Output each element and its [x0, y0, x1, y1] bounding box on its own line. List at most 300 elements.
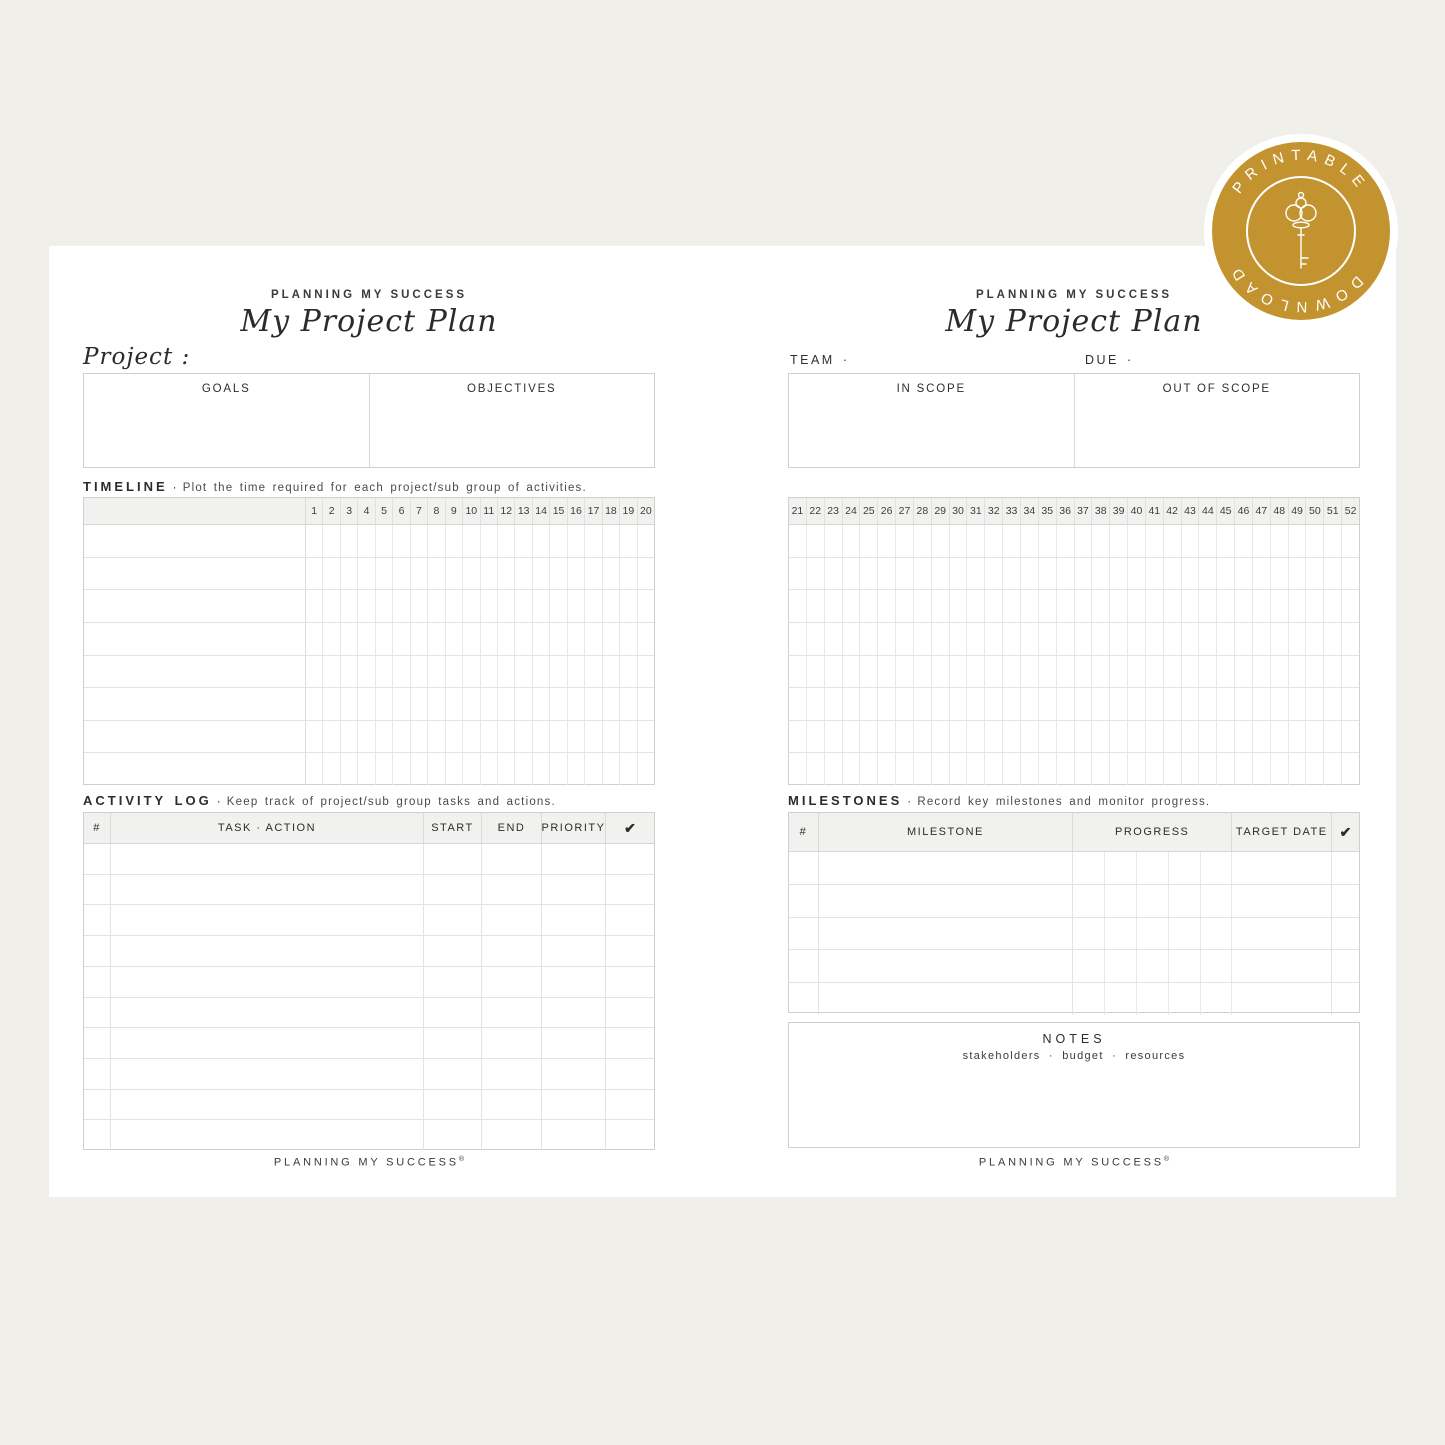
timeline-grid-cell: [914, 525, 932, 557]
timeline-body: [84, 525, 654, 785]
timeline-grid-cell: [515, 656, 532, 688]
timeline-week-number: 16: [568, 498, 585, 524]
milestones-heading: MILESTONES: [788, 793, 903, 808]
timeline-grid-cell: [1199, 721, 1217, 753]
timeline-grid-cell: [306, 688, 323, 720]
timeline-row: [84, 753, 654, 785]
activity-log-row: [84, 875, 654, 906]
activity-log-cell: [542, 998, 606, 1028]
timeline-grid-cell: [932, 623, 950, 655]
timeline-grid-cell: [896, 656, 914, 688]
timeline-week-number: 18: [603, 498, 620, 524]
timeline-grid-cell: [1342, 525, 1359, 557]
timeline-week-number: 14: [533, 498, 550, 524]
timeline-week-number: 33: [1003, 498, 1021, 524]
timeline-week-number: 30: [950, 498, 968, 524]
timeline-grid-cell: [376, 525, 393, 557]
activity-log-cell: [111, 1120, 424, 1150]
timeline-grid-cell: [1092, 688, 1110, 720]
timeline-grid-cell: [1128, 656, 1146, 688]
timeline-grid-cell: [1021, 656, 1039, 688]
timeline-grid-cell: [896, 525, 914, 557]
timeline-grid-cell: [411, 753, 428, 785]
timeline-grid-cell: [1021, 688, 1039, 720]
timeline-grid-cell: [498, 656, 515, 688]
page-footer: [83, 1156, 655, 1169]
milestones-progress-subcell: [1105, 983, 1137, 1015]
timeline-grid-cell: [550, 590, 567, 622]
timeline-week-number: 52: [1344, 505, 1357, 517]
activity-log-cell: [482, 1090, 542, 1120]
timeline-row: [789, 688, 1359, 721]
goals-column: GOALS: [84, 374, 370, 467]
timeline-grid-cell: [463, 688, 480, 720]
timeline-grid-cell: [1289, 753, 1307, 785]
timeline-grid-cell: [550, 558, 567, 590]
timeline-grid-cell: [1003, 656, 1021, 688]
timeline-grid-cell: [1092, 753, 1110, 785]
timeline-grid-cell: [1306, 721, 1324, 753]
notes-box: [788, 1022, 1360, 1148]
timeline-grid-cell: [1306, 590, 1324, 622]
timeline-grid-cell: [932, 525, 950, 557]
timeline-grid-cell: [620, 558, 637, 590]
timeline-grid-cell: [1199, 688, 1217, 720]
notes-heading: NOTES: [1042, 1032, 1106, 1046]
activity-log-description: Keep track of project/sub group tasks and actions.: [226, 796, 556, 808]
bullet-separator: ·: [216, 796, 222, 808]
timeline-week-number: 47: [1253, 498, 1271, 524]
timeline-grid-cell: [498, 688, 515, 720]
timeline-grid-cell: [341, 623, 358, 655]
activity-log-cell: [424, 1090, 482, 1120]
milestones-check-cell: [1332, 983, 1359, 1015]
timeline-grid-cell: [585, 753, 602, 785]
timeline-grid-cell: [1306, 656, 1324, 688]
milestones-col-milestone: MILESTONE: [819, 813, 1073, 851]
activity-log-col-priority: PRIORITY: [542, 813, 606, 843]
timeline-row: [789, 590, 1359, 623]
due-label: DUE ·: [1085, 352, 1134, 367]
timeline-grid-cell: [323, 623, 340, 655]
timeline-grid-cell: [1092, 721, 1110, 753]
timeline-grid-cell: [967, 525, 985, 557]
timeline-week-number: 50: [1306, 498, 1324, 524]
timeline-grid-cell: [446, 558, 463, 590]
timeline-header-row: [84, 498, 654, 525]
timeline-grid-cell: [568, 558, 585, 590]
activity-log-cell: [482, 844, 542, 874]
timeline-grid-cell: [896, 688, 914, 720]
milestones-row: [789, 885, 1359, 918]
timeline-grid-cell: [1199, 590, 1217, 622]
timeline-grid-cell: [1235, 721, 1253, 753]
timeline-grid-cell: [323, 753, 340, 785]
timeline-grid-cell: [807, 590, 825, 622]
timeline-grid-cell: [638, 688, 654, 720]
activity-log-cell: [84, 1059, 111, 1089]
timeline-grid-cell: [1164, 590, 1182, 622]
printable-download-badge: [1201, 131, 1401, 331]
timeline-grid-cell: [1092, 525, 1110, 557]
timeline-grid-cell: [1324, 525, 1342, 557]
timeline-grid-cell: [393, 721, 410, 753]
timeline-grid-cell: [1021, 623, 1039, 655]
timeline-grid-cell: [1075, 590, 1093, 622]
timeline-activity-label-cell: [84, 623, 306, 655]
timeline-grid-cell: [1342, 590, 1359, 622]
activity-log-cell: [542, 1120, 606, 1150]
timeline-grid-cell: [843, 721, 861, 753]
timeline-grid-cell: [481, 721, 498, 753]
activity-log-col-number: #: [84, 813, 111, 843]
timeline-grid-cell: [1217, 688, 1235, 720]
activity-log-cell: [84, 1090, 111, 1120]
timeline-activity-label-cell: [84, 688, 306, 720]
timeline-grid-cell: [323, 525, 340, 557]
milestones-progress-subcell: [1137, 983, 1169, 1015]
timeline-grid-cell: [533, 590, 550, 622]
timeline-grid-cell: [932, 688, 950, 720]
timeline-grid-cell: [807, 525, 825, 557]
activity-log-section-heading: [83, 793, 655, 808]
timeline-grid-cell: [1271, 721, 1289, 753]
timeline-grid-cell: [481, 753, 498, 785]
timeline-grid-cell: [1253, 590, 1271, 622]
timeline-grid-cell: [967, 558, 985, 590]
milestones-milestone-cell: [819, 983, 1073, 1015]
timeline-grid-cell: [603, 623, 620, 655]
timeline-grid-cell: [306, 753, 323, 785]
timeline-week-number: 46: [1235, 498, 1253, 524]
activity-log-cell: [424, 905, 482, 935]
timeline-grid-cell: [1110, 590, 1128, 622]
timeline-grid-cell: [358, 688, 375, 720]
timeline-grid-cell: [1146, 656, 1164, 688]
timeline-grid-cell: [1003, 688, 1021, 720]
timeline-grid-cell: [568, 656, 585, 688]
timeline-grid-cell: [878, 688, 896, 720]
timeline-grid-cell: [323, 590, 340, 622]
timeline-grid-cell: [1021, 721, 1039, 753]
timeline-grid-cell: [323, 721, 340, 753]
timeline-grid-cell: [1146, 590, 1164, 622]
timeline-grid-cell: [358, 590, 375, 622]
timeline-grid-cell: [550, 656, 567, 688]
timeline-grid-cell: [789, 590, 807, 622]
activity-log-cell: [84, 1028, 111, 1058]
timeline-grid-cell: [1128, 525, 1146, 557]
activity-log-cell: [424, 1028, 482, 1058]
timeline-grid-cell: [860, 623, 878, 655]
timeline-grid-cell: [1271, 525, 1289, 557]
timeline-grid-cell: [1342, 623, 1359, 655]
timeline-grid-cell: [789, 623, 807, 655]
timeline-grid-cell: [860, 590, 878, 622]
activity-log-row: [84, 905, 654, 936]
timeline-grid-cell: [533, 623, 550, 655]
timeline-grid-cell: [807, 623, 825, 655]
timeline-week-number: 24: [843, 498, 861, 524]
badge-word-top: PRINTABLE: [1229, 146, 1372, 197]
timeline-grid-cell: [498, 753, 515, 785]
activity-log-cell: [606, 1090, 654, 1120]
timeline-grid-cell: [1342, 656, 1359, 688]
activity-log-cell: [111, 905, 424, 935]
timeline-week-number: 20: [639, 505, 652, 517]
timeline-grid-cell: [843, 525, 861, 557]
timeline-grid-cell: [914, 623, 932, 655]
milestones-col-number: #: [789, 813, 819, 851]
timeline-grid-cell: [341, 721, 358, 753]
timeline-grid-cell: [393, 525, 410, 557]
timeline-grid-cell: [1164, 623, 1182, 655]
timeline-grid-cell: [515, 623, 532, 655]
milestones-progress-subcell: [1169, 885, 1201, 917]
milestones-row: [789, 852, 1359, 885]
timeline-grid-cell: [463, 558, 480, 590]
timeline-grid-cell: [789, 558, 807, 590]
in-scope-column: IN SCOPE: [789, 374, 1075, 467]
timeline-week-number: 28: [914, 498, 932, 524]
timeline-grid-cell: [1235, 590, 1253, 622]
timeline-grid-cell: [620, 721, 637, 753]
activity-log-cell: [84, 844, 111, 874]
timeline-grid-cell: [515, 558, 532, 590]
timeline-grid-cell: [550, 525, 567, 557]
timeline-grid-cell: [932, 558, 950, 590]
timeline-grid-cell: [306, 656, 323, 688]
activity-log-cell: [482, 967, 542, 997]
timeline-grid-cell: [376, 753, 393, 785]
timeline-grid-cell: [463, 753, 480, 785]
milestones-milestone-cell: [819, 918, 1073, 950]
timeline-grid-cell: [1128, 590, 1146, 622]
timeline-grid-cell: [411, 525, 428, 557]
timeline-grid-cell: [550, 721, 567, 753]
timeline-grid-cell: [1253, 656, 1271, 688]
timeline-week-number: 38: [1092, 498, 1110, 524]
timeline-week-number: 7: [411, 498, 428, 524]
activity-log-cell: [606, 1059, 654, 1089]
timeline-grid-cell: [603, 590, 620, 622]
activity-log-cell: [606, 905, 654, 935]
timeline-grid-cell: [620, 525, 637, 557]
activity-log-col-check: ✔: [624, 819, 636, 836]
timeline-grid-cell: [843, 590, 861, 622]
timeline-grid-cell: [1057, 688, 1075, 720]
timeline-grid-cell: [1128, 721, 1146, 753]
timeline-grid-cell: [932, 721, 950, 753]
timeline-row: [789, 656, 1359, 689]
timeline-week-number: 6: [393, 498, 410, 524]
activity-log-cell: [606, 967, 654, 997]
timeline-grid-cell: [341, 558, 358, 590]
timeline-week-number: 34: [1021, 498, 1039, 524]
timeline-grid-cell: [878, 656, 896, 688]
activity-log-row: [84, 1120, 654, 1150]
timeline-grid-cell: [463, 656, 480, 688]
timeline-grid-cell: [620, 688, 637, 720]
timeline-grid-cell: [1199, 656, 1217, 688]
timeline-row: [789, 623, 1359, 656]
timeline-grid-cell: [393, 623, 410, 655]
timeline-grid-cell: [428, 590, 445, 622]
timeline-grid-cell: [1324, 753, 1342, 785]
milestones-description: Record key milestones and monitor progress.: [917, 796, 1211, 808]
timeline-grid-cell: [1110, 656, 1128, 688]
timeline-grid-cell: [306, 623, 323, 655]
activity-log-cell: [424, 875, 482, 905]
timeline-week-number: 4: [358, 498, 375, 524]
planner-sheet: [49, 246, 1396, 1197]
milestones-progress-subcell: [1105, 852, 1137, 884]
timeline-grid-cell: [1182, 688, 1200, 720]
timeline-grid-cell: [825, 656, 843, 688]
milestones-progress-subcell: [1169, 918, 1201, 950]
timeline-grid-cell: [985, 721, 1003, 753]
timeline-week-number: 13: [515, 498, 532, 524]
timeline-grid-cell: [358, 656, 375, 688]
timeline-grid-cell: [1164, 753, 1182, 785]
timeline-grid-cell: [1021, 590, 1039, 622]
activity-log-cell: [111, 967, 424, 997]
timeline-grid-cell: [878, 525, 896, 557]
timeline-grid-cell: [446, 525, 463, 557]
timeline-grid-cell: [585, 590, 602, 622]
timeline-grid-cell: [1182, 558, 1200, 590]
timeline-grid-cell: [1003, 623, 1021, 655]
activity-log-cell: [606, 936, 654, 966]
timeline-grid-cell: [481, 590, 498, 622]
timeline-section-heading: [83, 479, 655, 494]
timeline-grid-cell: [896, 753, 914, 785]
timeline-grid-cell: [428, 721, 445, 753]
activity-log-cell: [606, 844, 654, 874]
timeline-grid-cell: [1217, 623, 1235, 655]
milestones-progress-subcell: [1137, 950, 1169, 982]
timeline-activity-label-cell: [84, 656, 306, 688]
timeline-grid-cell: [914, 753, 932, 785]
timeline-grid-cell: [1342, 688, 1359, 720]
timeline-activity-label-cell: [84, 525, 306, 557]
timeline-grid-cell: [376, 590, 393, 622]
registered-mark: ®: [458, 1156, 465, 1163]
activity-log-heading: ACTIVITY LOG: [83, 793, 212, 808]
milestones-milestone-cell: [819, 885, 1073, 917]
timeline-grid-cell: [638, 623, 654, 655]
timeline-grid-cell: [807, 558, 825, 590]
timeline-grid-cell: [1342, 753, 1359, 785]
timeline-grid-cell: [533, 753, 550, 785]
timeline-header-row: [789, 498, 1359, 525]
timeline-grid-cell: [1324, 623, 1342, 655]
timeline-grid-cell: [967, 623, 985, 655]
milestones-number-cell: [789, 918, 819, 950]
activity-log-cell: [424, 998, 482, 1028]
timeline-grid-cell: [1075, 525, 1093, 557]
timeline-grid-cell: [515, 753, 532, 785]
timeline-row: [789, 558, 1359, 591]
timeline-grid-cell: [1289, 721, 1307, 753]
timeline-grid-cell: [789, 753, 807, 785]
timeline-grid-cell: [498, 558, 515, 590]
timeline-row: [84, 688, 654, 721]
timeline-grid-cell: [1182, 623, 1200, 655]
registered-mark: ®: [1163, 1156, 1170, 1163]
timeline-grid-cell: [463, 721, 480, 753]
brand-text: PLANNING MY SUCCESS: [975, 289, 1173, 301]
timeline-grid-cell: [932, 590, 950, 622]
timeline-grid-cell: [1182, 721, 1200, 753]
timeline-grid-cell: [498, 525, 515, 557]
timeline-grid-cell: [1199, 753, 1217, 785]
activity-log-table: [83, 812, 655, 1150]
timeline-grid-cell: [1342, 558, 1359, 590]
timeline-grid-cell: [306, 590, 323, 622]
timeline-row: [84, 721, 654, 754]
timeline-grid-cell: [1075, 623, 1093, 655]
timeline-week-number: 35: [1039, 498, 1057, 524]
timeline-grid-cell: [1075, 558, 1093, 590]
timeline-week-number: 25: [860, 498, 878, 524]
bullet-separator: ·: [842, 352, 850, 367]
timeline-grid-cell: [825, 558, 843, 590]
timeline-grid-cell: [1289, 656, 1307, 688]
timeline-grid-cell: [498, 623, 515, 655]
activity-log-cell: [424, 1120, 482, 1150]
notes-subheading: stakeholders · budget · resources: [962, 1050, 1186, 1062]
timeline-grid-cell: [1146, 753, 1164, 785]
timeline-grid-cell: [1289, 558, 1307, 590]
timeline-grid-cell: [789, 525, 807, 557]
timeline-grid-cell: [411, 558, 428, 590]
milestones-progress-subcell: [1137, 918, 1169, 950]
timeline-grid-cell: [1182, 656, 1200, 688]
timeline-week-number: 17: [585, 498, 602, 524]
timeline-row: [84, 590, 654, 623]
timeline-grid-cell: [411, 590, 428, 622]
timeline-grid-cell: [533, 688, 550, 720]
page-footer: [788, 1156, 1360, 1169]
activity-log-cell: [482, 1028, 542, 1058]
timeline-week-number: 26: [878, 498, 896, 524]
timeline-grid-cell: [1253, 688, 1271, 720]
timeline-week-number: 43: [1182, 498, 1200, 524]
milestones-progress-subcell: [1201, 885, 1233, 917]
activity-log-cell: [482, 936, 542, 966]
milestones-progress-subcell: [1169, 950, 1201, 982]
timeline-week-number: 11: [481, 498, 498, 524]
activity-log-cell: [424, 967, 482, 997]
timeline-grid-cell: [515, 525, 532, 557]
timeline-grid-cell: [568, 590, 585, 622]
timeline-grid-cell: [341, 688, 358, 720]
timeline-grid-cell: [1057, 558, 1075, 590]
timeline-grid-cell: [1039, 688, 1057, 720]
timeline-grid-cell: [1075, 656, 1093, 688]
timeline-grid-cell: [463, 525, 480, 557]
timeline-grid-cell: [1271, 688, 1289, 720]
activity-log-col-end: END: [482, 813, 542, 843]
timeline-grid-cell: [896, 721, 914, 753]
timeline-grid-cell: [914, 590, 932, 622]
activity-log-cell: [111, 1090, 424, 1120]
timeline-week-number: 22: [807, 498, 825, 524]
timeline-grid-cell: [1039, 590, 1057, 622]
timeline-grid-cell: [1110, 558, 1128, 590]
milestones-progress-subcell: [1073, 885, 1105, 917]
